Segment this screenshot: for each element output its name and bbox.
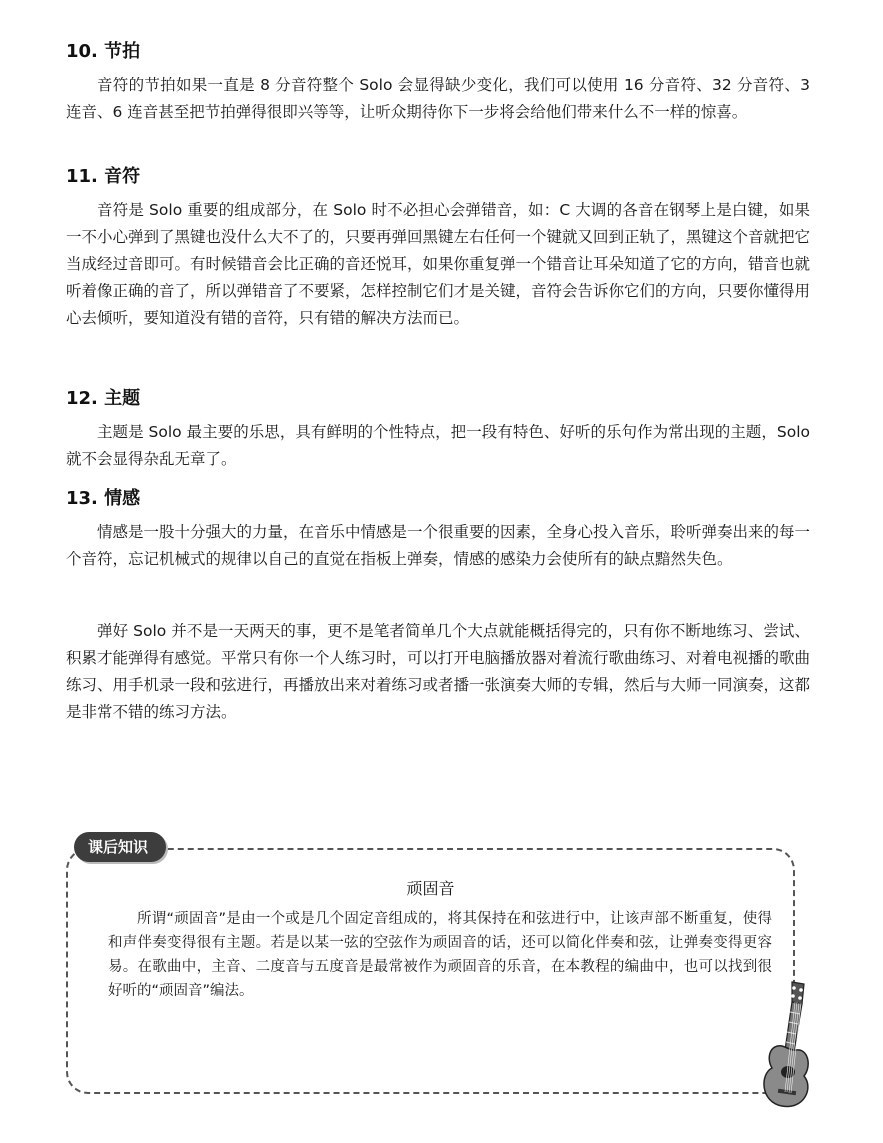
section-heading: 10. 节拍: [66, 41, 141, 62]
section-paragraph: 情感是一股十分强大的力量，在音乐中情感是一个很重要的因素，全身心投入音乐，聆听弹奏出来的每一个音符，忘记机械式的规律以自己的直觉在指板上弹奏，情感的感染力会使所有的缺点黯然失色。: [66, 523, 811, 568]
section-theme: [66, 387, 810, 473]
section-paragraph: 音符是 Solo 重要的组成部分，在 Solo 时不必担心会弹错音，如：C 大调的各音在钢琴上是白键，如果一不小心弹到了黑键也没什么大不了的，只要再弹回黑键左右任何一个键就又回到正轨了，黑键这个音就把它当成经过音即可。有时候错音会比正确的音还悦耳，如果你重复弹一个错音让耳朵知道了它的方向，错音也就听着像正确的音了，所以弹错音了不要紧，怎样控制它们才是关键，音符会告诉你它们的方向，只要你懂得用心去倾听，要知道没有错的音符，只有错的解决方法而已。: [66, 201, 811, 327]
section-paragraph: 主题是 Solo 最主要的乐思，具有鲜明的个性特点，把一段有特色、好听的乐句作为常出现的主题，Solo 就不会显得杂乱无章了。: [66, 423, 810, 468]
section-heading: 12. 主题: [66, 388, 141, 409]
ukulele-icon: [752, 980, 822, 1110]
section-notes: [66, 165, 810, 332]
after-class-text: 所谓“顽固音”是由一个或是几个固定音组成的，将其保持在和弦进行中，让该声部不断重复，使得和声伴奏变得很有主题。若是以某一弦的空弦作为顽固音的话，还可以简化伴奏和弦，让弹奏变得更容易。在歌曲中，主音、二度音与五度音是最常被作为顽固音的乐音，在本教程的编曲中，也可以找到很好听的“顽固音”编法。: [108, 911, 772, 999]
section-heading: 11. 音符: [66, 166, 141, 187]
closing-paragraph: 弹好 Solo 并不是一天两天的事，更不是笔者简单几个大点就能概括得完的，只有你不断地练习、尝试、积累才能弹得有感觉。平常只有你一个人练习时，可以打开电脑播放器对着流行歌曲练习、对着电视播的歌曲练习、用手机录一段和弦进行，再播放出来对着练习或者播一张演奏大师的专辑，然后与大师一同演奏，这都是非常不错的练习方法。: [66, 622, 811, 721]
section-paragraph: 音符的节拍如果一直是 8 分音符整个 Solo 会显得缺少变化，我们可以使用 16 分音符、32 分音符、3 连音、6 连音甚至把节拍弹得很即兴等等，让听众期待你下一步将会给他们带来什么不一样的惊喜。: [66, 76, 810, 121]
after-class-tag: 课后知识: [74, 832, 166, 862]
after-class-title: 顽固音: [406, 879, 455, 898]
section-emotion: [66, 487, 810, 573]
closing-section: [66, 618, 810, 726]
section-beat: [66, 40, 810, 126]
section-heading: 13. 情感: [66, 488, 141, 509]
